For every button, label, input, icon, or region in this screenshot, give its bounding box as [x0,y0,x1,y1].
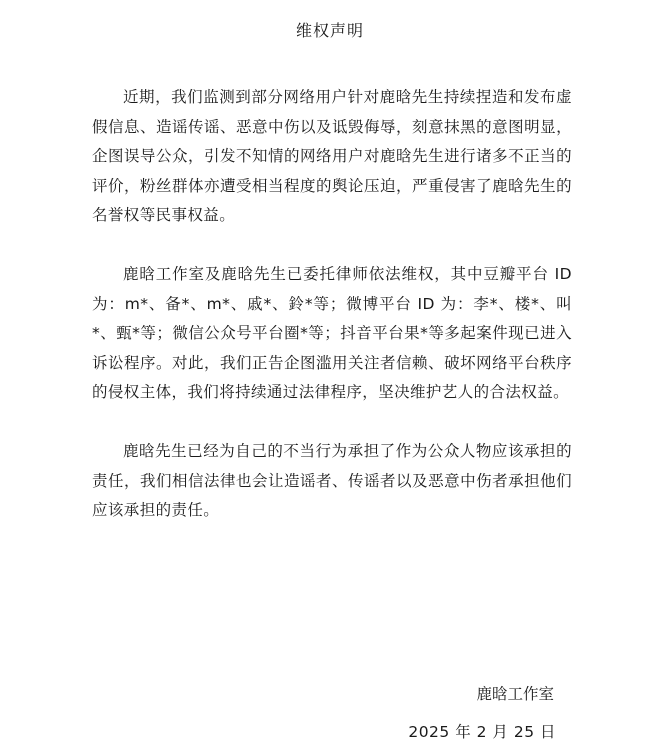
paragraph-3: 鹿晗先生已经为自己的不当行为承担了作为公众人物应该承担的责任，我们相信法律也会让造谣者、传谣者以及恶意中伤者承担他们应该承担的责任。 [92,442,572,519]
signature: 鹿晗工作室 [476,685,554,703]
document-body [92,83,572,526]
document-title: 维权声明 [295,21,364,40]
paragraph-1: 近期，我们监测到部分网络用户针对鹿晗先生持续捏造和发布虚假信息、造谣传谣、恶意中伤以及诋毁侮辱，刻意抹黑的意图明显，企图误导公众，引发不知情的网络用户对鹿晗先生进行诸多不正当的评价，粉丝群体亦遭受相当程度的舆论压迫，严重侵害了鹿晗先生的名誉权等民事权益。 [92,88,572,224]
paragraph-2: 鹿晗工作室及鹿晗先生已委托律师依法维权，其中豆瓣平台 ID 为：m*、备*、m*、戚*、鈴*等；微博平台 ID 为：李*、楼*、叫*、甄*等；微信公众号平台圈*等；抖音平台果*等多起案件现已进入诉讼程序。对此，我们正告企图滥用关注者信赖、破坏网络平台秩序的侵权主体，我们将持续通过法律程序，坚决维护艺人的合法权益。 [92,265,572,401]
date: 2025 年 2 月 25 日 [408,723,556,741]
